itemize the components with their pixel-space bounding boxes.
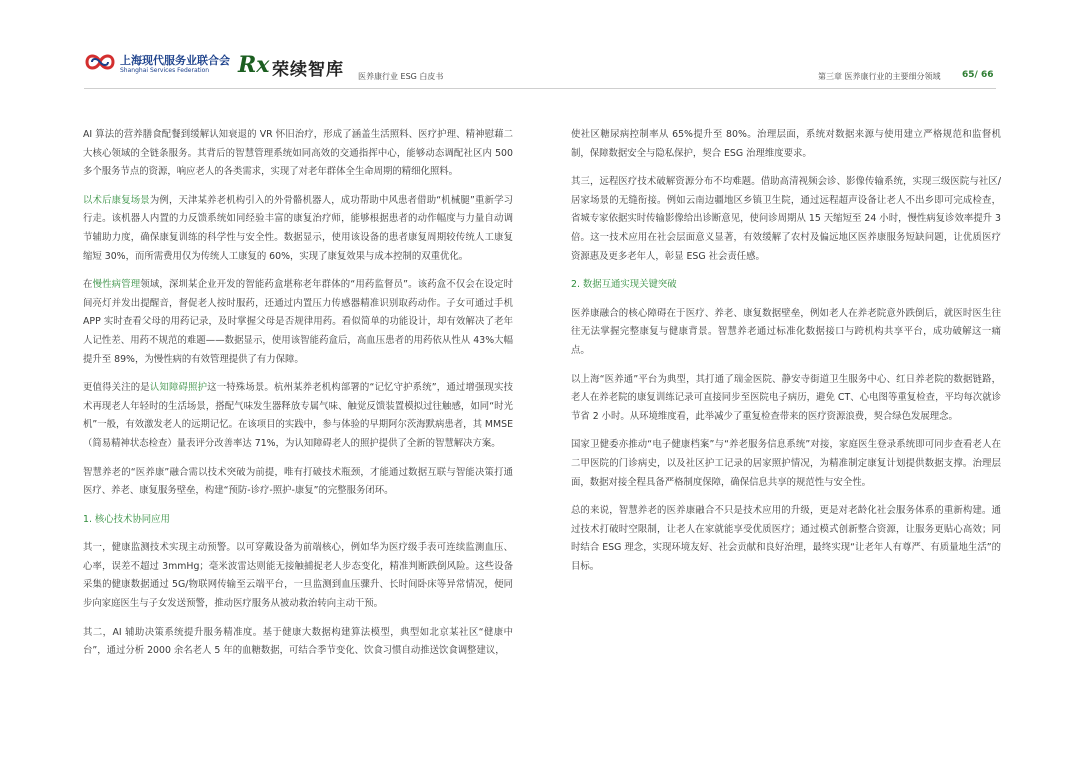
chapter-title: 第三章 医养康行业的主要细分领域: [818, 72, 941, 81]
right-column: [571, 126, 1001, 586]
paragraph-text: 在: [83, 279, 93, 291]
paragraph: 医养康融合的核心障碍在于医疗、养老、康复数据壁垒，例如老人在养老院意外跌倒后，就医时医生往往无法掌握完整康复与健康背景。智慧养老通过标准化数据接口与跨机构共享平台，成功破解这一痛点。: [571, 307, 1001, 356]
paragraph: [83, 276, 513, 369]
org-name: 上海现代服务业联合会: [120, 54, 230, 67]
paragraph: 其二，AI 辅助决策系统提升服务精准度。基于健康大数据构建算法模型，典型如北京某社区“健康中台”，通过分析 2000 余名老人 5 年的血糖数据，可结合季节变化、饮食习惯自动推送饮食调整建议，: [83, 626, 513, 657]
ssf-logo-icon: [84, 50, 116, 74]
paragraph: 国家卫健委亦推动“电子健康档案”与“养老服务信息系统”对接，家庭医生登录系统即可同步查看老人在二甲医院的门诊病史，以及社区护工记录的居家照护情况，为精准制定康复计划提供数据支撑。治理层面，数据对接全程具备严格制度保障，确保信息共享的规范性与安全性。: [571, 439, 1001, 488]
header-divider: [84, 88, 996, 89]
section-heading: 2. 数据互通实现关键突破: [571, 279, 677, 291]
paragraph: [83, 379, 513, 453]
paragraph-text: 为例，天津某养老机构引入的外骨骼机器人，成功帮助中风患者借助“机械腿”重新学习行走。该机器人内置的力反馈系统如同经验丰富的康复治疗师，能够根据患者的动作幅度与力量自动调节辅助力度，确保康复训练的科学性与安全性。数据显示，使用该设备的患者康复周期较传统人工康复缩短 30%，而所需费用仅为传统人工康复的 60%，实现了康复效果与成本控制的双重优化。: [83, 194, 513, 262]
doc-title: 医养康行业 ESG 白皮书: [358, 72, 444, 81]
section-heading: 1. 核心技术协同应用: [83, 513, 170, 525]
ssf-logo: [84, 48, 234, 88]
paragraph: 其一，健康监测技术实现主动预警。以可穿戴设备为前端核心，例如华为医疗级手表可连续监测血压、心率，误差不超过 3mmHg；毫米波雷达则能无接触捕捉老人步态变化，精准判断跌倒风险。这些设备采集的健康数据通过 5G/物联网传输至云端平台，一旦监测到血压骤升、长时间卧床等异常情况，便同步向家庭医生与子女发送预警，推动医疗服务从被动救治转向主动干预。: [83, 542, 513, 610]
page-header: [0, 0, 1080, 100]
paragraph: 以上海“医养通”平台为典型，其打通了瑞金医院、静安寺街道卫生服务中心、红日养老院的数据链路，老人在养老院的康复训练记录可直接同步至医院电子病历，避免 CT、心电图等重复检查，平均每次就诊节省 2 小时。从环境维度看，此举减少了重复检查带来的医疗资源浪费，契合绿色发展理念。: [571, 373, 1001, 422]
paragraph: 使社区糖尿病控制率从 65%提升至 80%。治理层面，系统对数据来源与使用建立严格规范和监督机制，保障数据安全与隐私保护，契合 ESG 治理维度要求。: [571, 129, 1001, 159]
brand-name: 荣续智库: [272, 60, 344, 80]
highlight-term: 以术后康复场景: [83, 194, 150, 206]
paragraph: 总的来说，智慧养老的医养康融合不只是技术应用的升级，更是对老龄化社会服务体系的重新构建。通过技术打破时空限制，让老人在家就能享受优质医疗；通过模式创新整合资源，让服务更贴心高效；同时结合 ESG 理念，实现环境友好、社会贡献和良好治理，最终实现“让老年人有尊严、有质量地生活”的目标。: [571, 505, 1001, 572]
paragraph: 智慧养老的“医养康”融合需以技术突破为前提，唯有打破技术瓶颈，才能通过数据互联与智能决策打通医疗、养老、康复服务壁垒，构建“预防-诊疗-照护-康复”的完整服务闭环。: [83, 466, 513, 497]
highlight-term: 认知障碍照护: [149, 382, 208, 394]
paragraph-text: 领域，深圳某企业开发的智能药盒堪称老年群体的“用药监督员”。该药盒不仅会在设定时间亮灯并发出提醒音，督促老人按时服药，还通过内置压力传感器精准识别取药动作。子女可通过手机 APP 实时查看父母的用药记录，及时掌握父母是否规律用药。看似简单的功能设计，却有效解决了老年人记性差、用药不规范的难题——数据显示，使用该智能药盒后，高血压患者的用药依从性从 43%大幅提升至 89%，为慢性病的有效管理提供了有力保障。: [83, 279, 513, 365]
org-name-en: Shanghai Services Federation: [120, 67, 210, 74]
paragraph-text: 更值得关注的是: [83, 382, 150, 394]
brand-mark: Rx: [238, 52, 270, 78]
paragraph-text: 这一特殊场景。杭州某养老机构部署的“记忆守护系统”，通过增强现实技术再现老人年轻时的生活场景，搭配气味发生器释放专属气味、触觉反馈装置模拟过往触感，如同“时光机”一般，有效激发老人的远期记忆。在该项目的实践中，参与体验的早期阿尔茨海默病患者，其 MMSE（简易精神状态检查）量表评分改善率达 71%，为认知障碍老人的照护提供了全新的智慧解决方案。: [83, 382, 513, 449]
paragraph: [83, 192, 513, 266]
paragraph: AI 算法的营养膳食配餐到缓解认知衰退的 VR 怀旧治疗，形成了涵盖生活照料、医疗护理、精神慰藉二大核心领域的全链条服务。其背后的智慧管理系统如同高效的交通指挥中心，能够动态调配社区内 500 多个服务节点的资源，响应老人的各类需求，实现了对老年群体全生命周期的精细化照料。: [83, 129, 513, 178]
page-number: 65/ 66: [962, 70, 994, 80]
left-column: [83, 126, 513, 671]
highlight-term: 慢性病管理: [92, 279, 141, 291]
paragraph: 其三，远程医疗技术破解资源分布不均难题。借助高清视频会诊、影像传输系统，实现三级医院与社区/居家场景的无缝衔接。例如云南边疆地区乡镇卫生院，通过远程超声设备让老人不出乡即可完成检查，省城专家依据实时传输影像给出诊断意见，使问诊周期从 15 天缩短至 24 小时，慢性病复诊效率提升 3 倍。这一技术应用在社会层面意义显著，有效缓解了农村及偏远地区医养康服务短缺问题，让优质医疗资源惠及更多老年人，彰显 ESG 社会责任感。: [571, 176, 1001, 262]
